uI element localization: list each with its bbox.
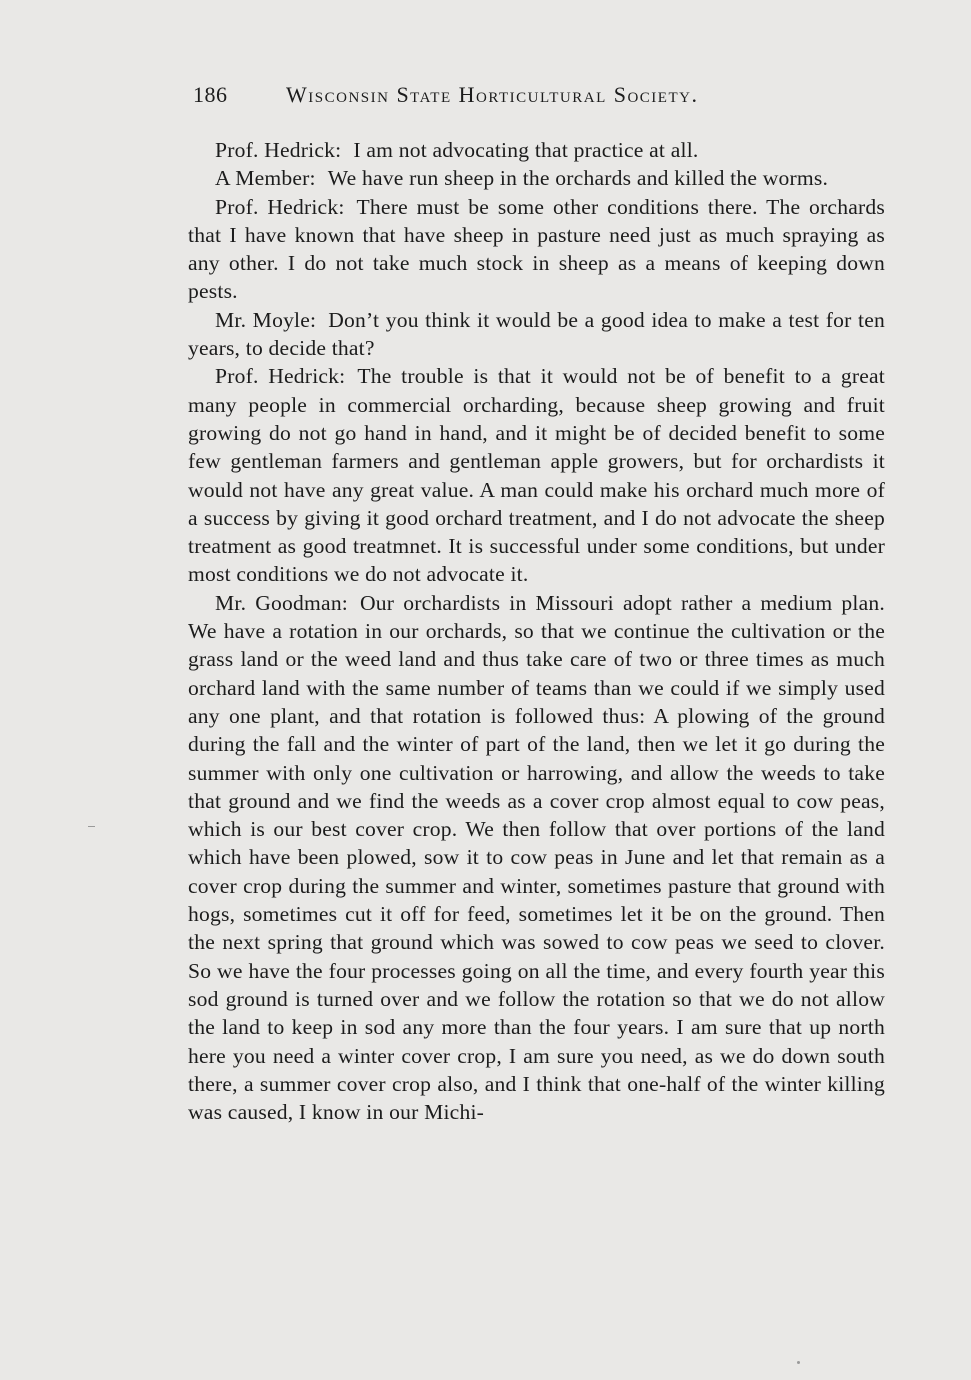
paragraph bbox=[188, 193, 885, 306]
speech-text: The trouble is that it would not be of benefit to a great many people in commercial orcharding, because sheep growing and fruit growing do not go hand in hand, and it might be of decided benefit to some few gentleman farmers and gentleman apple growers, but for orchardists it would not have any great value. A man could make his orchard much more of a success by giving it good orchard treatment, and I do not advocate the sheep treatment as good treatmnet. It is successful under some conditions, but under most conditions we do not advocate it. bbox=[188, 364, 885, 587]
speaker-name: Prof. Hedrick: bbox=[215, 364, 346, 389]
scan-speck bbox=[797, 1361, 800, 1364]
running-head bbox=[193, 82, 793, 118]
speaker-name: Prof. Hedrick: bbox=[215, 138, 342, 162]
speech-text: I am not advocating that practice at all. bbox=[353, 138, 699, 162]
paragraph bbox=[188, 136, 885, 164]
speaker-name: Mr. Moyle: bbox=[215, 307, 317, 332]
speech-text: Don’t you think it would be a good idea to make a test for ten years, to decide that? bbox=[188, 307, 885, 361]
speaker-name: Prof. Hedrick: bbox=[215, 194, 345, 219]
speaker-name: A Member: bbox=[215, 166, 316, 191]
speech-text: We have run sheep in the orchards and killed the worms. bbox=[327, 166, 829, 191]
page-number: 186 bbox=[193, 82, 228, 107]
paragraph bbox=[188, 164, 885, 192]
speaker-name: Mr. Goodman: bbox=[215, 590, 349, 615]
paragraph bbox=[188, 589, 885, 1127]
speech-text: Our orchardists in Missouri adopt rather a medium plan. We have a rotation in our orchards, so that we continue the cultivation or the grass land or the weed land and thus take care of two or three times as much orchard land with the same number of teams than we could if we simply used any one plant, and that rotation is followed thus: A plowing of the ground during the fall and the winter of part of the land, then we let it go during the summer with only one cultivation or harrowing, and allow the weeds to take that ground and we find the weeds as a cover crop almost equal to cow peas, which is our best cover crop. We then follow that over portions of the land which have been plowed, sow it to cow peas in June and let that remain as a cover crop during the summer and winter, sometimes pasture that ground with hogs, sometimes cut it off for feed, sometimes let it be on the ground. Then the next spring that ground which was sowed to cow peas we seed to clover. So we have the four processes going on all the time, and every fourth year this sod ground is turned over and we follow the rotation so that we do not allow the land to keep in sod any more than the four years. I am sure that up north here you need a winter cover crop, I am sure you need, as we do down south there, a summer cover crop also, and I think that one-half of the winter killing was caused, I know in our Michi- bbox=[188, 590, 885, 1125]
scan-speck bbox=[88, 826, 95, 827]
paragraph bbox=[188, 362, 885, 588]
journal-title: Wisconsin State Horticultural Society. bbox=[286, 82, 699, 107]
paragraph bbox=[188, 306, 885, 363]
speech-text: There must be some other conditions there. The orchards that I have known that have sheep in pasture need just as much spraying as any other. I do not take much stock in sheep as a means of keeping down pests. bbox=[188, 194, 885, 304]
body-text bbox=[188, 136, 885, 1126]
